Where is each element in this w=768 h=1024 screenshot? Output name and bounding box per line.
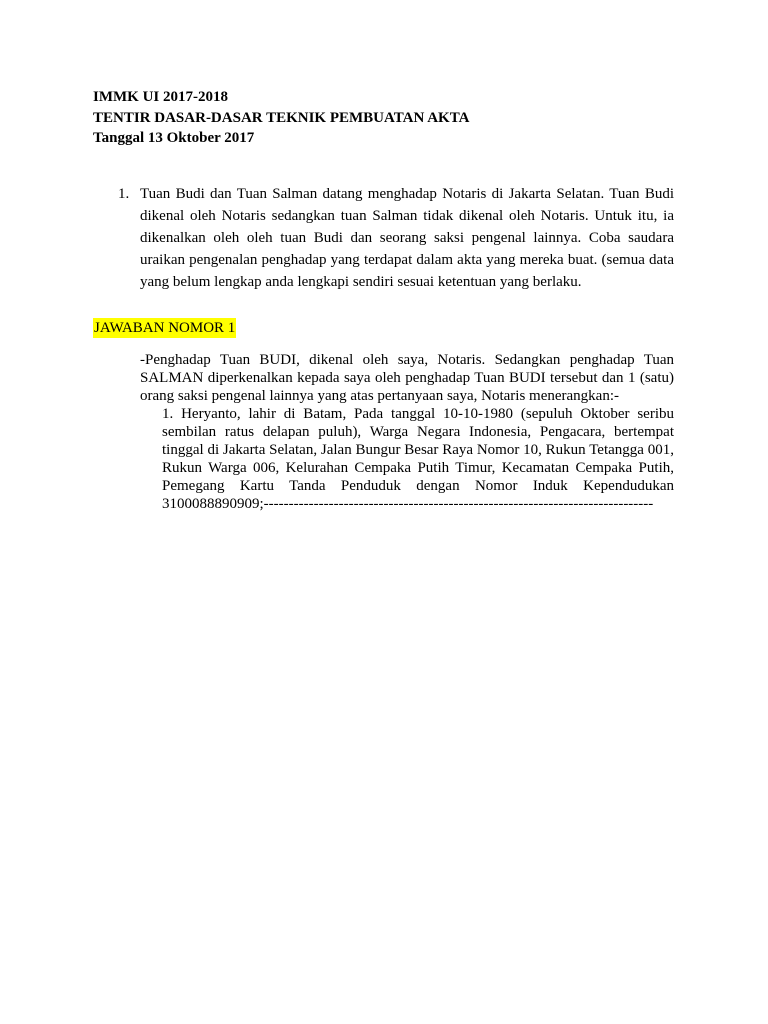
header-title: TENTIR DASAR-DASAR TEKNIK PEMBUATAN AKTA (93, 109, 470, 126)
document-header (93, 87, 469, 149)
question-1 (118, 183, 674, 293)
answer-label: JAWABAN NOMOR 1 (94, 320, 236, 336)
question-number: 1. (118, 186, 130, 202)
answer-item-1: 1. Heryanto, lahir di Batam, Pada tanggal 10-10-1980 (sepuluh Oktober seribu sembilan ratus delapan puluh), Warga Negara Indonesia, Pengacara, bertempat tinggal di Jakarta Selatan, Jalan Bungur Besar Raya Nomor 10, Rukun Tetangga 001, Rukun Warga 006, Kelurahan Cempaka Putih Timur, Kecamatan Cempaka Putih, Pemegang Kartu Tanda Penduduk dengan Nomor Induk Kependudukan 3100088890909;------------------------------------------------------------------------------ (162, 406, 674, 512)
header-date: Tanggal 13 Oktober 2017 (93, 130, 255, 146)
answer-intro: -Penghadap Tuan BUDI, dikenal oleh saya, Notaris. Sedangkan penghadap Tuan SALMAN diperkenalkan kepada saya oleh penghadap Tuan BUDI tersebut dan 1 (satu) orang saksi pengenal lainnya yang atas pertanyaan saya, Notaris menerangkan:- (140, 352, 674, 404)
question-text: Tuan Budi dan Tuan Salman datang menghadap Notaris di Jakarta Selatan. Tuan Budi dikenal oleh Notaris sedangkan tuan Salman tidak dikenal oleh Notaris. Untuk itu, ia dikenalkan oleh oleh tuan Budi dan seorang saksi pengenal lainnya. Coba saudara uraikan pengenalan penghadap yang terdapat dalam akta yang mereka buat. (semua data yang belum lengkap anda lengkapi sendiri sesuai ketentuan yang berlaku. (140, 186, 674, 290)
header-organization: IMMK UI 2017-2018 (93, 89, 228, 105)
answer-body (140, 351, 674, 513)
